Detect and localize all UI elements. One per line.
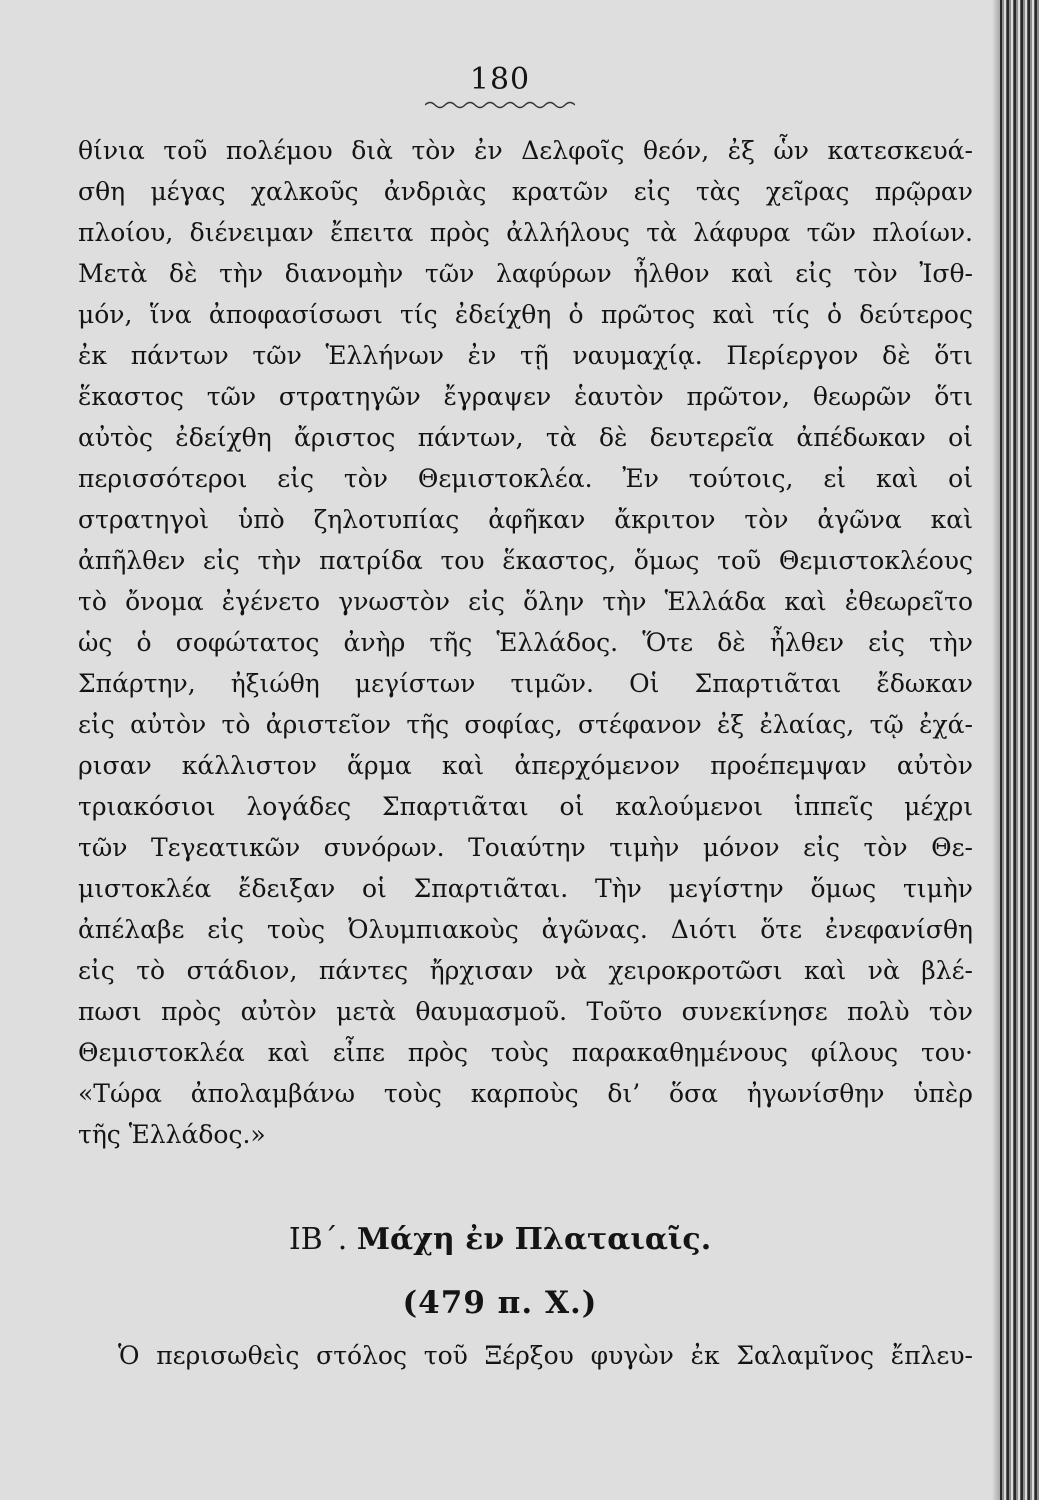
- section-heading: [0, 1222, 1000, 1257]
- text-line: αὐτὸς ἐδείχθη ἄριστος πάντων, τὰ δὲ δευτερεῖα ἀπέδωκαν οἱ: [78, 423, 973, 452]
- text-line: τῆς Ἑλλάδος.»: [78, 1120, 266, 1149]
- text-line: ἕκαστος τῶν στρατηγῶν ἔγραψεν ἑαυτὸν πρῶτον, θεωρῶν ὅτι: [78, 382, 973, 411]
- text-line: τριακόσιοι λογάδες Σπαρτιᾶται οἱ καλούμενοι ἱππεῖς μέχρι: [78, 792, 973, 821]
- text-line: τῶν Τεγεατικῶν συνόρων. Τοιαύτην τιμὴν μόνον εἰς τὸν Θε-: [78, 833, 973, 862]
- body-text: [78, 130, 973, 1155]
- section-date: (479 π. Χ.): [402, 1285, 598, 1321]
- text-line: «Τώρα ἀπολαμβάνω τοὺς καρποὺς δι’ ὅσα ἠγωνίσθην ὑπὲρ: [78, 1079, 973, 1108]
- wavy-rule-ornament: [425, 100, 575, 110]
- text-line: ρισαν κάλλιστον ἅρμα καὶ ἀπερχόμενον προέπεμψαν αὐτὸν: [78, 751, 973, 780]
- text-line: πωσι πρὸς αὐτὸν μετὰ θαυμασμοῦ. Τοῦτο συνεκίνησε πολὺ τὸν: [78, 997, 973, 1026]
- text-line: εἰς αὐτὸν τὸ ἀριστεῖον τῆς σοφίας, στέφανον ἐξ ἐλαίας, τῷ ἐχά-: [78, 710, 973, 739]
- next-paragraph: Ὁ περισωθεὶς στόλος τοῦ Ξέρξου φυγὼν ἐκ Σαλαμῖνος ἔπλευ-: [118, 1341, 973, 1370]
- text-line: πλοίου, διένειμαν ἔπειτα πρὸς ἀλλήλους τὰ λάφυρα τῶν πλοίων.: [78, 218, 973, 247]
- text-line: μόν, ἵνα ἀποφασίσωσι τίς ἐδείχθη ὁ πρῶτος καὶ τίς ὁ δεύτερος: [78, 300, 973, 329]
- page-number: 180: [469, 62, 531, 97]
- section-title: Μάχη ἐν Πλαταιαῖς.: [356, 1222, 712, 1257]
- text-line: ἀπῆλθεν εἰς τὴν πατρίδα του ἕκαστος, ὅμως τοῦ Θεμιστοκλέους: [78, 546, 973, 575]
- section-number: ΙΒ΄.: [288, 1222, 348, 1257]
- text-line: τὸ ὄνομα ἐγένετο γνωστὸν εἰς ὅλην τὴν Ἑλλάδα καὶ ἐθεωρεῖτο: [78, 587, 973, 616]
- text-line: Σπάρτην, ἠξιώθη μεγίστων τιμῶν. Οἱ Σπαρτιᾶται ἔδωκαν: [78, 669, 973, 698]
- book-page-edges: [1000, 0, 1039, 1500]
- text-line: θίνια τοῦ πολέμου διὰ τὸν ἐν Δελφοῖς θεόν, ἐξ ὧν κατεσκευά-: [78, 136, 973, 165]
- text-line: ὡς ὁ σοφώτατος ἀνὴρ τῆς Ἑλλάδος. Ὅτε δὲ ἦλθεν εἰς τὴν: [78, 628, 973, 657]
- text-line: σθη μέγας χαλκοῦς ἀνδριὰς κρατῶν εἰς τὰς χεῖρας πρῷραν: [78, 177, 973, 206]
- text-line: περισσότεροι εἰς τὸν Θεμιστοκλέα. Ἐν τούτοις, εἰ καὶ οἱ: [78, 464, 973, 493]
- text-line: ἀπέλαβε εἰς τοὺς Ὀλυμπιακοὺς ἀγῶνας. Διότι ὅτε ἐνεφανίσθη: [78, 915, 973, 944]
- text-line: εἰς τὸ στάδιον, πάντες ἤρχισαν νὰ χειροκροτῶσι καὶ νὰ βλέ-: [78, 956, 973, 985]
- text-line: ἐκ πάντων τῶν Ἑλλήνων ἐν τῇ ναυμαχίᾳ. Περίεργον δὲ ὅτι: [78, 341, 973, 370]
- text-line: μιστοκλέα ἔδειξαν οἱ Σπαρτιᾶται. Τὴν μεγίστην ὅμως τιμὴν: [78, 874, 973, 903]
- text-line: στρατηγοὶ ὑπὸ ζηλοτυπίας ἀφῆκαν ἄκριτον τὸν ἀγῶνα καὶ: [78, 505, 973, 534]
- text-line: Μετὰ δὲ τὴν διανομὴν τῶν λαφύρων ἦλθον καὶ εἰς τὸν Ἰσθ-: [78, 259, 973, 288]
- text-line: Θεμιστοκλέα καὶ εἶπε πρὸς τοὺς παρακαθημένους φίλους του·: [78, 1038, 973, 1067]
